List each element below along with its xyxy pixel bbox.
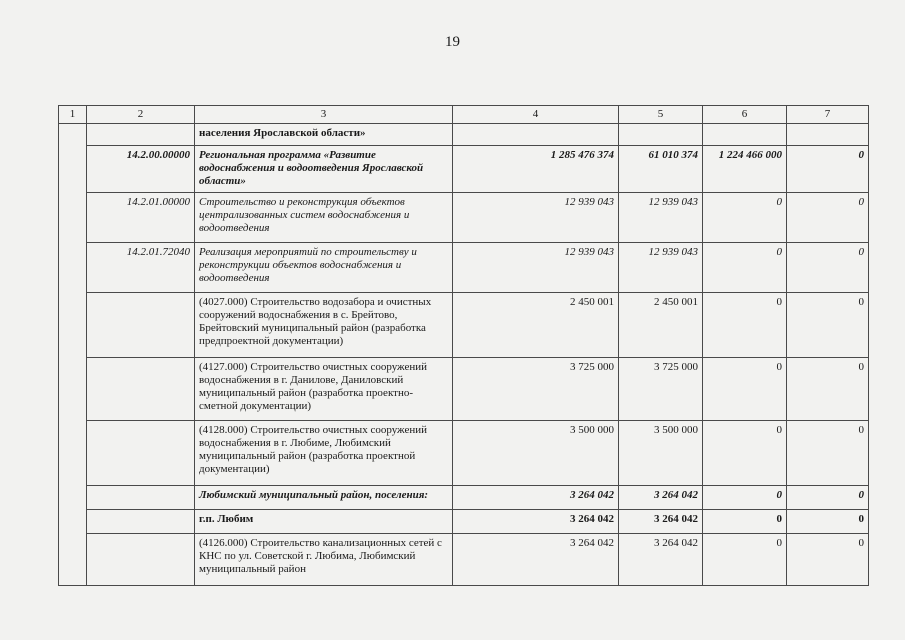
table-row xyxy=(59,146,869,193)
row-col5: 3 264 042 xyxy=(619,510,703,534)
page-number: 19 xyxy=(445,34,460,50)
row-col4 xyxy=(453,124,619,146)
row-col5: 3 500 000 xyxy=(619,421,703,486)
row-col7: 0 xyxy=(787,358,869,421)
row-col6: 0 xyxy=(703,421,787,486)
row-col6: 0 xyxy=(703,358,787,421)
row-col5: 12 939 043 xyxy=(619,243,703,293)
table-row xyxy=(59,534,869,586)
row-col7: 0 xyxy=(787,293,869,358)
row-col5: 2 450 001 xyxy=(619,293,703,358)
row-col4: 1 285 476 374 xyxy=(453,146,619,193)
row-col4: 3 725 000 xyxy=(453,358,619,421)
row-col7: 0 xyxy=(787,534,869,586)
row-col6: 0 xyxy=(703,193,787,243)
row-col5: 3 264 042 xyxy=(619,534,703,586)
row-col6: 0 xyxy=(703,486,787,510)
row-name: населения Ярославской области» xyxy=(195,124,453,146)
row-name: Реализация мероприятий по строительству и реконструкции объектов водоснабжения и водоотведения xyxy=(195,243,453,293)
row-code xyxy=(87,534,195,586)
row-name: г.п. Любим xyxy=(195,510,453,534)
row-col7: 0 xyxy=(787,146,869,193)
table-row xyxy=(59,193,869,243)
row-col5: 3 725 000 xyxy=(619,358,703,421)
row-code: 14.2.01.72040 xyxy=(87,243,195,293)
row-col5: 3 264 042 xyxy=(619,486,703,510)
table-row xyxy=(59,358,869,421)
row-col6: 0 xyxy=(703,534,787,586)
row-col7: 0 xyxy=(787,193,869,243)
table-row xyxy=(59,293,869,358)
row-col7 xyxy=(787,124,869,146)
merged-first-column xyxy=(59,124,87,586)
column-header: 4 xyxy=(453,106,619,124)
row-col5: 61 010 374 xyxy=(619,146,703,193)
row-col7: 0 xyxy=(787,486,869,510)
row-name: (4027.000) Строительство водозабора и очистных сооружений водоснабжения в с. Брейтово, Брейтовский муниципальный район (разработка предпроектной документации) xyxy=(195,293,453,358)
row-code xyxy=(87,124,195,146)
column-header: 7 xyxy=(787,106,869,124)
row-col5: 12 939 043 xyxy=(619,193,703,243)
row-name: Строительство и реконструкция объектов централизованных систем водоснабжения и водоотведения xyxy=(195,193,453,243)
row-col4: 2 450 001 xyxy=(453,293,619,358)
row-col6: 0 xyxy=(703,293,787,358)
table-row xyxy=(59,510,869,534)
column-header: 5 xyxy=(619,106,703,124)
row-code: 14.2.00.00000 xyxy=(87,146,195,193)
row-code xyxy=(87,510,195,534)
budget-table xyxy=(58,105,869,586)
row-name: (4126.000) Строительство канализационных сетей с КНС по ул. Советской г. Любима, Любимский муниципальный район xyxy=(195,534,453,586)
row-name: (4127.000) Строительство очистных сооружений водоснабжения в г. Данилове, Даниловский муниципальный район (разработка проектно-сметной документации) xyxy=(195,358,453,421)
row-col6: 0 xyxy=(703,243,787,293)
row-name: (4128.000) Строительство очистных сооружений водоснабжения в г. Любиме, Любимский муниципальный район (разработка проектной документации) xyxy=(195,421,453,486)
column-header: 3 xyxy=(195,106,453,124)
row-code: 14.2.01.00000 xyxy=(87,193,195,243)
row-col4: 12 939 043 xyxy=(453,193,619,243)
row-col7: 0 xyxy=(787,421,869,486)
row-col4: 3 264 042 xyxy=(453,510,619,534)
row-col7: 0 xyxy=(787,510,869,534)
table-row xyxy=(59,421,869,486)
row-code xyxy=(87,486,195,510)
column-header-row xyxy=(59,106,869,124)
row-col4: 3 500 000 xyxy=(453,421,619,486)
table-row xyxy=(59,486,869,510)
table-row xyxy=(59,124,869,146)
row-col5 xyxy=(619,124,703,146)
row-col4: 12 939 043 xyxy=(453,243,619,293)
column-header: 1 xyxy=(59,106,87,124)
row-col7: 0 xyxy=(787,243,869,293)
row-col4: 3 264 042 xyxy=(453,486,619,510)
row-col6: 1 224 466 000 xyxy=(703,146,787,193)
column-header: 2 xyxy=(87,106,195,124)
row-code xyxy=(87,358,195,421)
column-header: 6 xyxy=(703,106,787,124)
row-name: Региональная программа «Развитие водоснабжения и водоотведения Ярославской области» xyxy=(195,146,453,193)
row-col4: 3 264 042 xyxy=(453,534,619,586)
row-name: Любимский муниципальный район, поселения: xyxy=(195,486,453,510)
row-code xyxy=(87,421,195,486)
row-col6 xyxy=(703,124,787,146)
row-code xyxy=(87,293,195,358)
row-col6: 0 xyxy=(703,510,787,534)
table-row xyxy=(59,243,869,293)
